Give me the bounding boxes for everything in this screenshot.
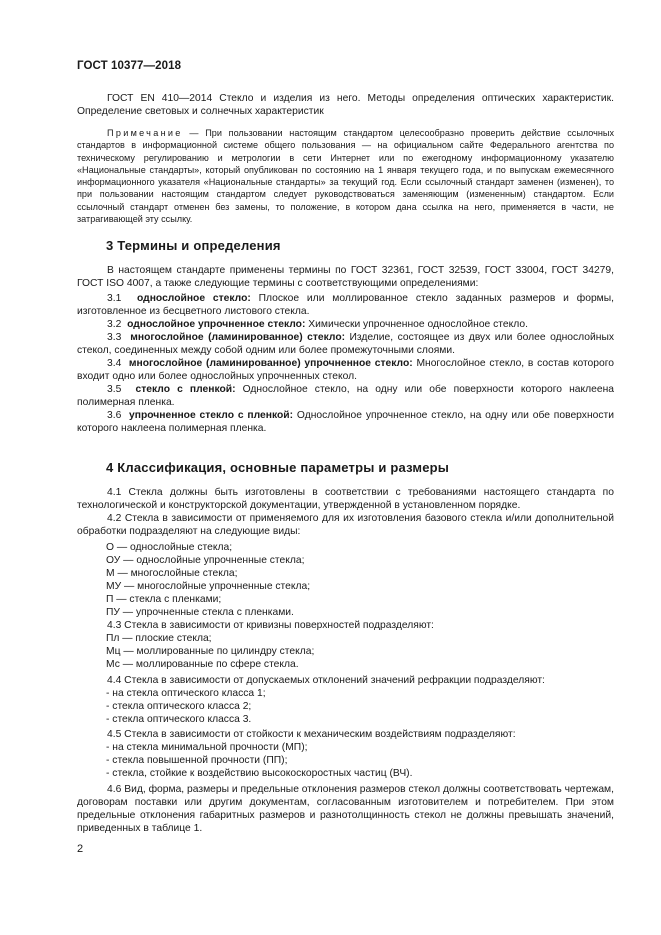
term-name: многослойное (ламинированное) стекло: — [130, 332, 346, 343]
term-definition — [77, 409, 614, 435]
term-number: 3.2 — [107, 319, 122, 330]
curvature-item: Мц — моллированные по цилиндру стекла; — [106, 646, 315, 657]
term-name: многослойное (ламинированное) упрочненное стекло: — [128, 358, 413, 369]
term-text: Многослойное стекло, в состав которого входит одно или более однослойных упрочненных стекол. — [77, 358, 614, 383]
curvature-item: Мс — моллированные по сфере стекла. — [106, 659, 299, 670]
reference-title: Стекло и изделия из него. Методы определения оптических характеристик. Определение световых и солнечных характеристик — [77, 93, 614, 118]
term-text: Химически упрочненное однослойное стекло. — [305, 319, 528, 330]
term-definition — [77, 292, 614, 318]
curvature-item: Пл — плоские стекла; — [106, 633, 212, 644]
reference-en410 — [77, 92, 614, 118]
document-header: ГОСТ 10377—2018 — [77, 60, 182, 72]
type-item: ПУ — упрочненные стекла с пленками. — [106, 607, 294, 618]
refraction-item: - стекла оптического класса 2; — [106, 701, 252, 712]
type-item: О — однослойные стекла; — [106, 542, 233, 553]
clause-4-3: 4.3 Стекла в зависимости от кривизны поверхностей подразделяют: — [107, 620, 434, 631]
type-item: ОУ — однослойные упрочненные стекла; — [106, 555, 305, 566]
section-4-heading: 4 Классификация, основные параметры и размеры — [106, 460, 450, 475]
clause-4-2: 4.2 Стекла в зависимости от применяемого для их изготовления базового стекла и/или дополнительной обработки подразделяют на следующие виды: — [77, 513, 614, 538]
term-number: 3.1 — [107, 293, 122, 304]
term-text: Однослойное упрочненное стекло, на одну или обе поверхности которого наклеена полимерная пленка. — [77, 410, 614, 435]
page-number: 2 — [77, 843, 84, 855]
section-3-heading: 3 Термины и определения — [106, 238, 281, 253]
term-number: 3.3 — [107, 332, 122, 343]
term-number: 3.6 — [107, 410, 122, 421]
note-label: Примечание — [107, 128, 183, 138]
term-definition — [77, 318, 614, 331]
reference-code: ГОСТ EN 410—2014 — [107, 93, 213, 104]
type-item: П — стекла с пленками; — [106, 594, 222, 605]
strength-item: - стекла повышенной прочности (ПП); — [106, 755, 288, 766]
strength-item: - стекла, стойкие к воздействию высокоскоростных частиц (ВЧ). — [106, 768, 413, 779]
section-3-intro: В настоящем стандарте применены термины по ГОСТ 32361, ГОСТ 32539, ГОСТ 33004, ГОСТ 34279, ГОСТ ISO 4007, а также следующие термины с соответствующими определениями: — [77, 265, 614, 290]
strength-item: - на стекла минимальной прочности (МП); — [106, 742, 308, 753]
clause-4-5: 4.5 Стекла в зависимости от стойкости к механическим воздействиям подразделяют: — [107, 729, 516, 740]
term-definition — [77, 331, 614, 357]
term-definition — [77, 383, 614, 409]
clause-4-4: 4.4 Стекла в зависимости от допускаемых отклонений значений рефракции подразделяют: — [107, 675, 545, 686]
refraction-item: - на стекла оптического класса 1; — [106, 688, 266, 699]
term-number: 3.4 — [107, 358, 122, 369]
note-text: — При пользовании настоящим стандартом целесообразно проверить действие ссылочных стандартов в информационной системе общего пользования — на официальном сайте Федерального агентства по техническому регулированию и метрологии в сети Интернет или по ежегодному информационному указателю «Национальные стандарты», который опубликован по состоянию на 1 января текущего года, и по выпускам ежемесячного информационного указателя «Национальные стандарты» за текущий год. Если ссылочный стандарт заменен (изменен), то при пользовании настоящим стандартом следует руководствоваться заменяющим (измененным) стандартом. Если ссылочный стандарт отменен без замены, то положение, в котором дана ссылка на него, применяется в части, не затрагивающей эту ссылку. — [77, 128, 614, 225]
term-text: Однослойное стекло, на одну или обе поверхности которого наклеена полимерная пленка. — [77, 384, 614, 409]
note-paragraph — [77, 127, 614, 225]
term-name: однослойное упрочненное стекло: — [127, 319, 306, 330]
term-definition — [77, 357, 614, 383]
term-name: однослойное стекло: — [137, 293, 251, 304]
clause-4-6: 4.6 Вид, форма, размеры и предельные отклонения размеров стекол должны соответствовать чертежам, договорам поставки или другим документам, согласованным изготовителем и потребителем. При этом предельные отклонения габаритных размеров и разнотолщинность стекол не должны превышать значений, приведенных в таблице 1. — [77, 784, 614, 835]
refraction-item: - стекла оптического класса 3. — [106, 714, 252, 725]
type-item: МУ — многослойные упрочненные стекла; — [106, 581, 311, 592]
term-text: Плоское или моллированное стекло заданных размеров и формы, изготовленное из бесцветного листового стекла. — [77, 293, 615, 318]
type-item: М — многослойные стекла; — [106, 568, 238, 579]
term-name: стекло с пленкой: — [135, 384, 236, 395]
term-number: 3.5 — [107, 384, 122, 395]
term-name: упрочненное стекло с пленкой: — [129, 410, 294, 421]
term-text: Изделие, состоящее из двух или более однослойных стекол, соединенных между собой одним или более промежуточными слоями. — [77, 332, 614, 357]
clause-4-1: 4.1 Стекла должны быть изготовлены в соответствии с требованиями настоящего стандарта по технологической и конструкторской документации, утвержденной в установленном порядке. — [77, 487, 614, 512]
